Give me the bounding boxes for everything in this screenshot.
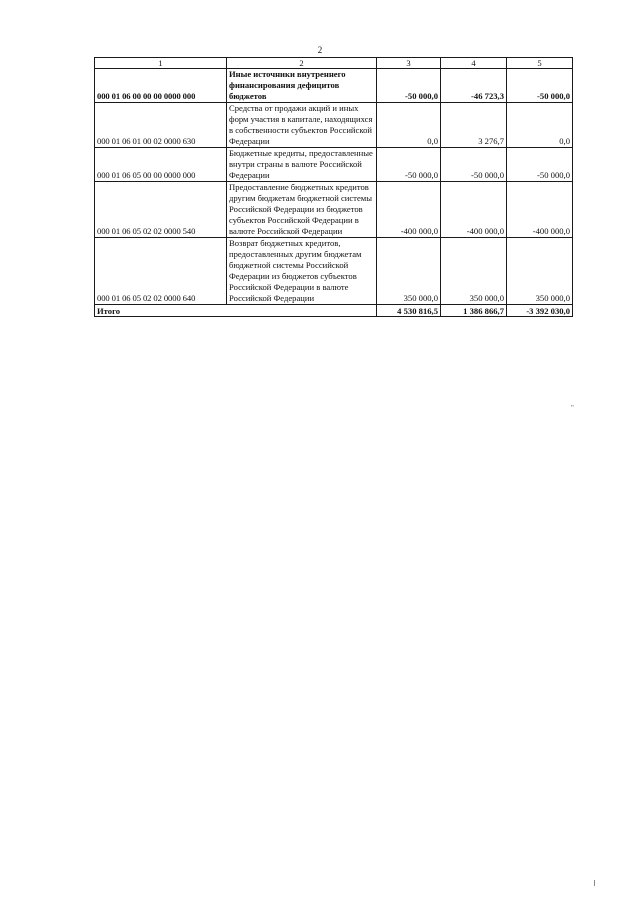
value-col5-cell: -50 000,0 <box>507 69 573 103</box>
table-row <box>95 69 573 103</box>
table-row <box>95 103 573 148</box>
column-number-row <box>95 58 573 69</box>
value-col3-cell: 350 000,0 <box>377 238 441 305</box>
description-cell: Иные источники внутреннего финансирования дефицитов бюджетов <box>227 69 377 103</box>
value-col4-cell: 350 000,0 <box>441 238 507 305</box>
column-header-5: 5 <box>507 58 573 69</box>
value-col4-cell: -400 000,0 <box>441 182 507 238</box>
table-row <box>95 148 573 182</box>
description-cell: Предоставление бюджетных кредитов другим бюджетам бюджетной системы Российской Федерации из бюджетов субъектов Российской Федерации в валюте Российской Федерации <box>227 182 377 238</box>
value-col4-cell: 3 276,7 <box>441 103 507 148</box>
total-col3-cell: 4 530 816,5 <box>377 305 441 317</box>
closing-quote-mark: " <box>571 404 574 412</box>
budget-sources-table <box>94 57 573 317</box>
value-col4-cell: -46 723,3 <box>441 69 507 103</box>
value-col3-cell: -50 000,0 <box>377 69 441 103</box>
scan-artifact-mark <box>594 880 595 886</box>
value-col3-cell: 0,0 <box>377 103 441 148</box>
total-col5-cell: -3 392 030,0 <box>507 305 573 317</box>
budget-code-cell: 000 01 06 05 02 02 0000 640 <box>95 238 227 305</box>
description-cell: Бюджетные кредиты, предоставленные внутри страны в валюте Российской Федерации <box>227 148 377 182</box>
value-col5-cell: 0,0 <box>507 103 573 148</box>
value-col4-cell: -50 000,0 <box>441 148 507 182</box>
total-label: Итого <box>95 305 377 317</box>
value-col5-cell: 350 000,0 <box>507 238 573 305</box>
column-header-4: 4 <box>441 58 507 69</box>
budget-code-cell: 000 01 06 01 00 02 0000 630 <box>95 103 227 148</box>
budget-code-cell: 000 01 06 00 00 00 0000 000 <box>95 69 227 103</box>
column-header-1: 1 <box>95 58 227 69</box>
page-number: 2 <box>317 45 323 55</box>
total-col4-cell: 1 386 866,7 <box>441 305 507 317</box>
value-col5-cell: -50 000,0 <box>507 148 573 182</box>
budget-code-cell: 000 01 06 05 02 02 0000 540 <box>95 182 227 238</box>
column-header-3: 3 <box>377 58 441 69</box>
total-row <box>95 305 573 317</box>
value-col3-cell: -50 000,0 <box>377 148 441 182</box>
value-col5-cell: -400 000,0 <box>507 182 573 238</box>
table-row <box>95 238 573 305</box>
budget-code-cell: 000 01 06 05 00 00 0000 000 <box>95 148 227 182</box>
table-row <box>95 182 573 238</box>
column-header-2: 2 <box>227 58 377 69</box>
description-cell: Возврат бюджетных кредитов, предоставленных другим бюджетам бюджетной системы Российской Федерации из бюджетов субъектов Российской Федерации в валюте Российской Федерации <box>227 238 377 305</box>
description-cell: Средства от продажи акций и иных форм участия в капитале, находящихся в собственности субъектов Российской Федерации <box>227 103 377 148</box>
value-col3-cell: -400 000,0 <box>377 182 441 238</box>
